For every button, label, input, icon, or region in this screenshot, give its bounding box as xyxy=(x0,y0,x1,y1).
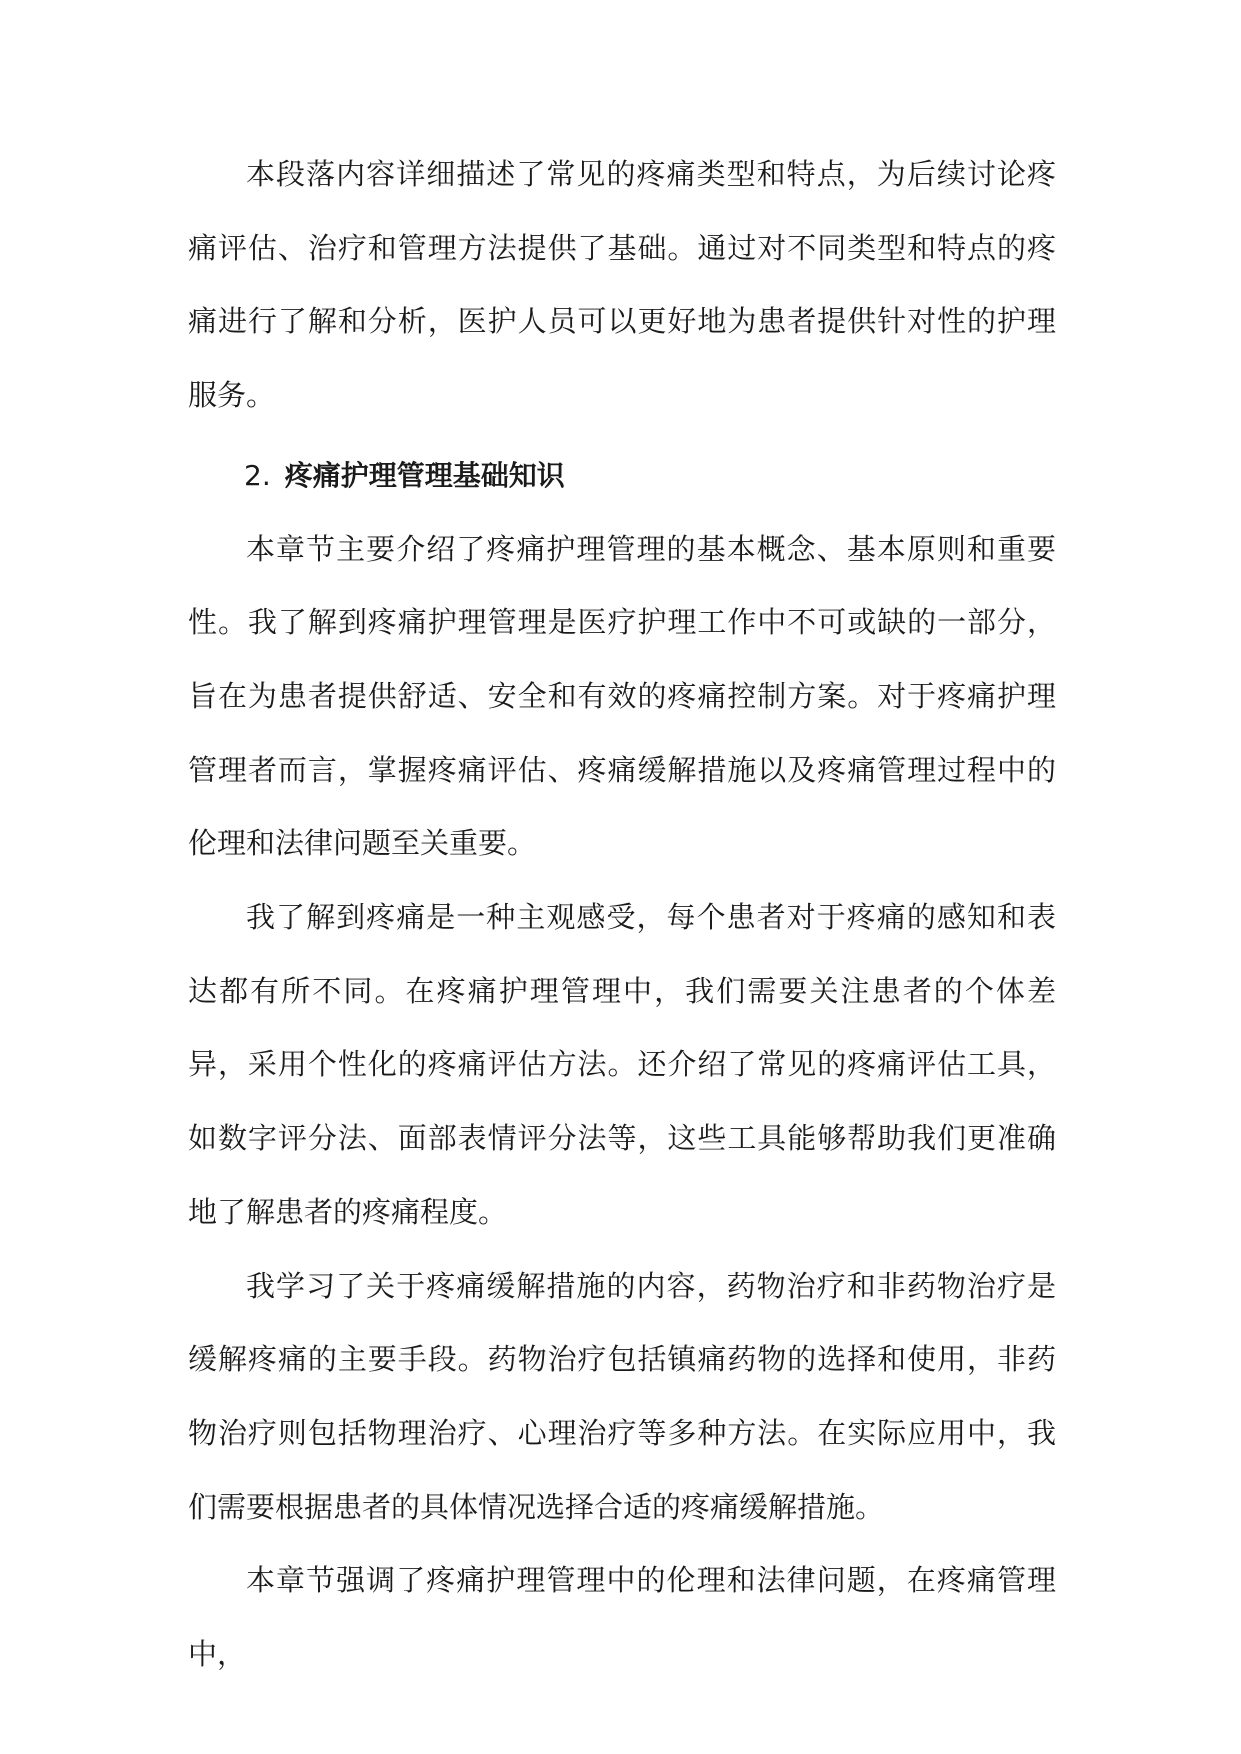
paragraph: 本段落内容详细描述了常见的疼痛类型和特点，为后续讨论疼痛评估、治疗和管理方法提供了基础。通过对不同类型和特点的疼痛进行了解和分析，医护人员可以更好地为患者提供针对性的护理服务。 xyxy=(188,157,1056,413)
document-body xyxy=(188,138,1056,1692)
section-title: 疼痛护理管理基础知识 xyxy=(284,458,565,492)
section-number: 2. xyxy=(244,458,271,492)
paragraph: 本章节主要介绍了疼痛护理管理的基本概念、基本原则和重要性。我了解到疼痛护理管理是医疗护理工作中不可或缺的一部分，旨在为患者提供舒适、安全和有效的疼痛控制方案。对于疼痛护理管理者而言，掌握疼痛评估、疼痛缓解措施以及疼痛管理过程中的伦理和法律问题至关重要。 xyxy=(188,531,1056,861)
paragraph: 我学习了关于疼痛缓解措施的内容，药物治疗和非药物治疗是缓解疼痛的主要手段。药物治疗包括镇痛药物的选择和使用，非药物治疗则包括物理治疗、心理治疗等多种方法。在实际应用中，我们需要根据患者的具体情况选择合适的疼痛缓解措施。 xyxy=(188,1268,1056,1524)
paragraph: 我了解到疼痛是一种主观感受，每个患者对于疼痛的感知和表达都有所不同。在疼痛护理管理中，我们需要关注患者的个体差异，采用个性化的疼痛评估方法。还介绍了常见的疼痛评估工具，如数字评分法、面部表情评分法等，这些工具能够帮助我们更准确地了解患者的疼痛程度。 xyxy=(188,900,1056,1229)
paragraph: 本章节强调了疼痛护理管理中的伦理和法律问题，在疼痛管理中， xyxy=(188,1563,1056,1672)
section-heading xyxy=(188,439,1056,513)
